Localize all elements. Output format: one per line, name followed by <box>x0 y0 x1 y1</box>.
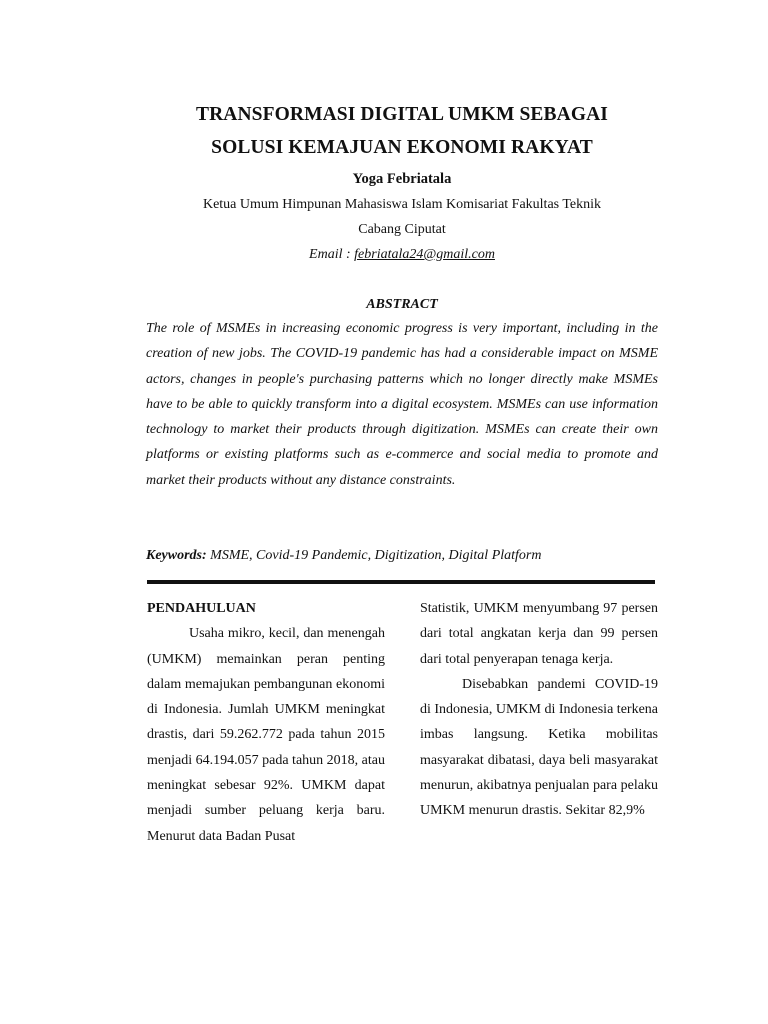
author-email <box>0 245 768 265</box>
body-paragraph: Disebabkan pandemi COVID-19 di Indonesia, UMKM di Indonesia terkena imbas langsung. Ketika mobilitas masyarakat dibatasi, daya beli masyarakat menurun, akibatnya penjualan para pelaku UMKM menurun drastis. Sekitar 82,9% <box>420 676 658 819</box>
section-divider <box>147 580 655 584</box>
keywords-text: MSME, Covid-19 Pandemic, Digitization, Digital Platform <box>206 548 542 563</box>
abstract-heading: ABSTRACT <box>366 297 438 312</box>
body-column-left <box>147 596 385 849</box>
keywords-line <box>146 546 658 566</box>
abstract-text: The role of MSMEs in increasing economic progress is very important, including in the creation of new jobs. The COVID-19 pandemic has had a considerable impact on MSME actors, changes in people's purchasing patterns which no longer directly make MSMEs have to be able to quickly transform into a digital ecosystem. MSMEs can use information technology to market their products through digitization. MSMEs can create their own platforms or existing platforms such as e-commerce and social media to promote and market their products without any distance constraints. <box>146 321 658 488</box>
section-heading: PENDAHULUAN <box>147 601 256 616</box>
body-paragraph: Usaha mikro, kecil, dan menengah (UMKM) memainkan peran penting dalam memajukan pembangunan ekonomi di Indonesia. Jumlah UMKM meningkat drastis, dari 59.262.772 pada tahun 2015 menjadi 64.194.057 pada tahun 2018, atau meningkat sebesar 92%. UMKM dapat menjadi sumber peluang kerja baru. Menurut data Badan Pusat <box>147 626 385 844</box>
paper-title-line-2: SOLUSI KEMAJUAN EKONOMI RAKYAT <box>211 137 593 158</box>
affiliation-line-1: Ketua Umum Himpunan Mahasiswa Islam Komisariat Fakultas Teknik <box>202 197 602 212</box>
paper-title-line-1: TRANSFORMASI DIGITAL UMKM SEBAGAI <box>196 104 608 125</box>
email-link[interactable]: febriatala24@gmail.com <box>354 247 495 262</box>
email-label: Email : <box>309 247 355 262</box>
body-column-right <box>420 596 658 824</box>
author-name: Yoga Febriatala <box>352 171 452 187</box>
affiliation-line-2: Cabang Ciputat <box>358 222 446 237</box>
body-paragraph: Statistik, UMKM menyumbang 97 persen dari total angkatan kerja dan 99 persen dari total penyerapan tenaga kerja. <box>420 601 658 667</box>
keywords-label: Keywords: <box>146 548 207 563</box>
